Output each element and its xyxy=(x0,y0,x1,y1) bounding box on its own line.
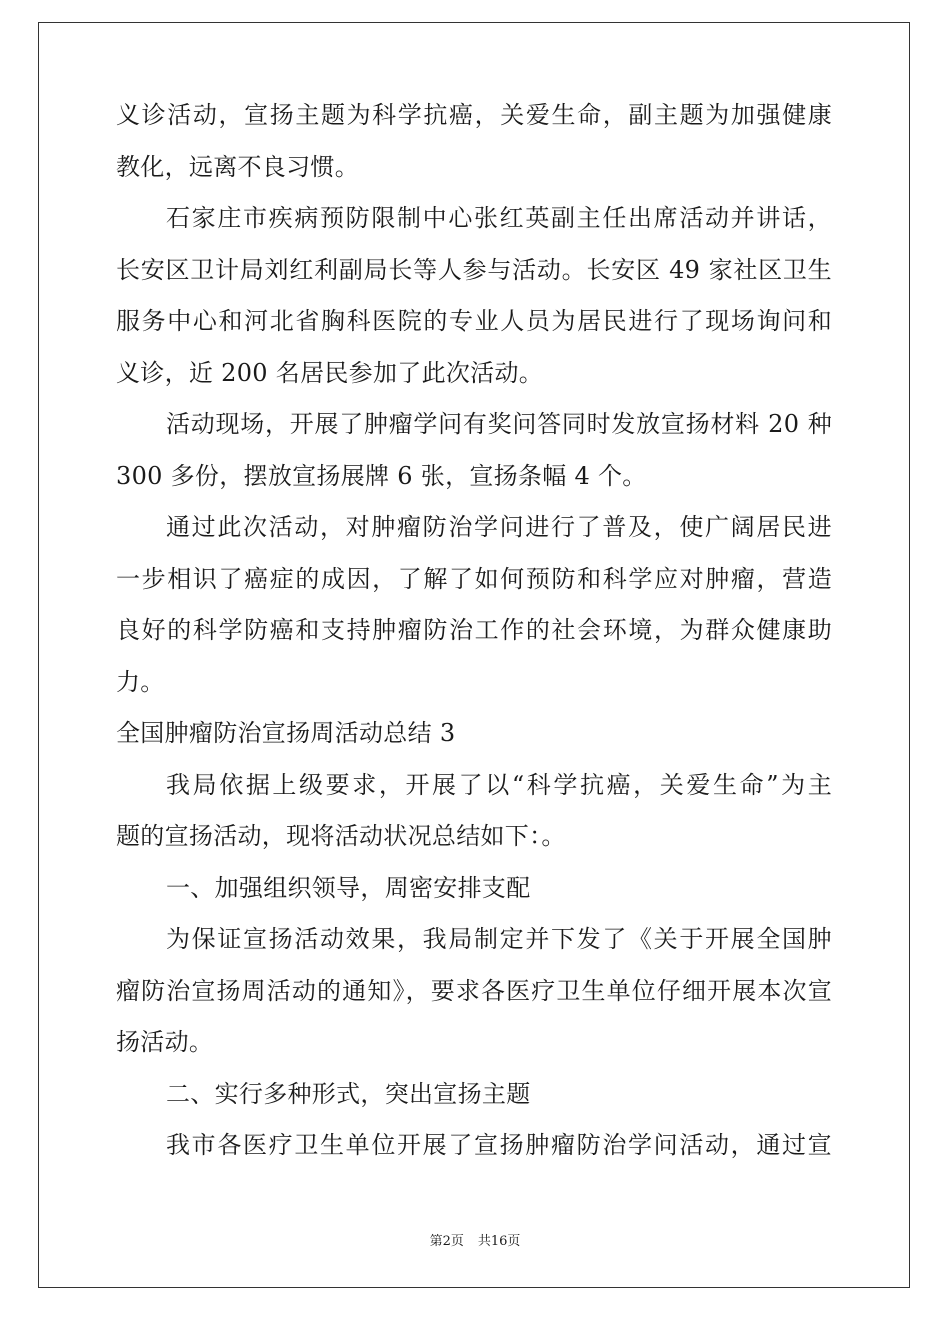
section-heading: 全国肿瘤防治宣扬周活动总结 3 xyxy=(116,719,456,747)
body-line-10: 一步相识了癌症的成因，了解了如何预防和科学应对肿瘤，营造 xyxy=(116,564,832,593)
body-line-2: 教化，远离不良习惯。 xyxy=(116,152,359,181)
body-line-15: 题的宣扬活动，现将活动状况总结如下：。 xyxy=(116,822,566,850)
body-line-18: 瘤防治宣扬周活动的通知》，要求各医疗卫生单位仔细开展本次宣 xyxy=(116,976,832,1005)
body-line-1: 义诊活动，宣扬主题为科学抗癌，关爱生命，副主题为加强健康 xyxy=(116,101,832,129)
body-line-7: 活动现场，开展了肿瘤学问有奖问答同时发放宣扬材料 20 种 xyxy=(166,410,832,438)
subheading-1: 一、加强组织领导，周密安排支配 xyxy=(166,873,531,902)
body-line-4: 长安区卫计局刘红利副局长等人参与活动。长安区 49 家社区卫生 xyxy=(116,255,832,284)
body-line-5: 服务中心和河北省胸科医院的专业人员为居民进行了现场询问和 xyxy=(116,307,832,335)
page-footer xyxy=(0,1233,950,1251)
body-line-17: 为保证宣扬活动效果，我局制定并下发了《关于开展全国肿 xyxy=(166,925,832,953)
body-line-14: 我局依据上级要求，开展了以“科学抗癌，关爱生命”为主 xyxy=(166,770,832,799)
body-line-11: 良好的科学防癌和支持肿瘤防治工作的社会环境，为群众健康助 xyxy=(116,616,832,644)
body-line-3: 石家庄市疾病预防限制中心张红英副主任出席活动并讲话， xyxy=(166,204,832,232)
page-total: 共16页 xyxy=(477,1234,521,1249)
body-line-19: 扬活动。 xyxy=(116,1028,214,1056)
document-body xyxy=(116,90,832,1172)
body-line-8: 300 多份，摆放宣扬展牌 6 张，宣扬条幅 4 个。 xyxy=(116,461,647,490)
body-line-6: 义诊，近 200 名居民参加了此次活动。 xyxy=(116,358,544,387)
page-number: 第2页 xyxy=(429,1234,464,1249)
subheading-2: 二、实行多种形式，突出宣扬主题 xyxy=(166,1079,531,1108)
body-line-9: 通过此次活动，对肿瘤防治学问进行了普及，使广阔居民进 xyxy=(166,513,832,541)
body-line-21: 我市各医疗卫生单位开展了宣扬肿瘤防治学问活动，通过宣 xyxy=(166,1131,832,1159)
body-line-12: 力。 xyxy=(116,667,165,696)
